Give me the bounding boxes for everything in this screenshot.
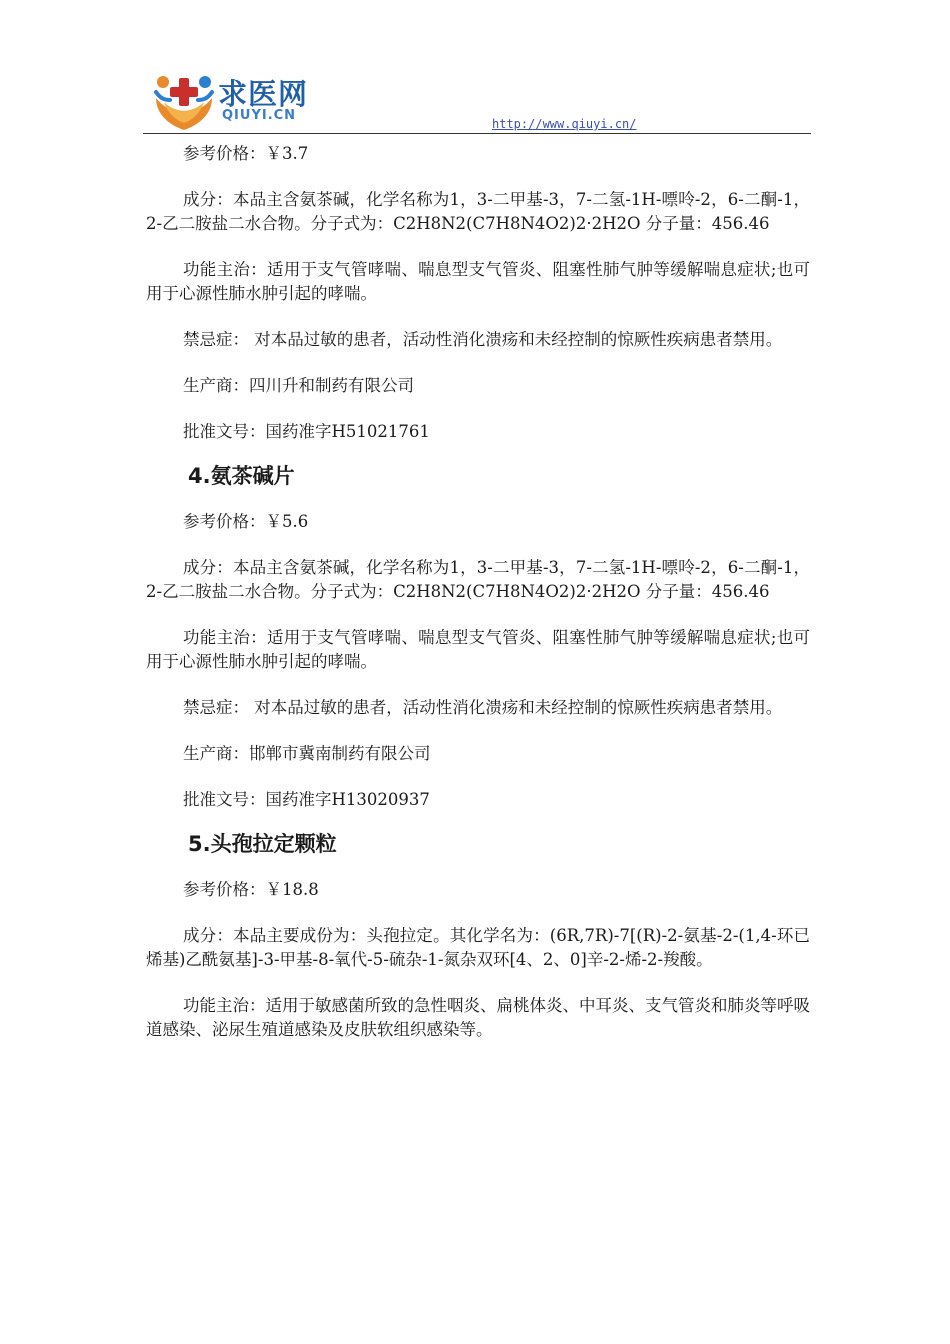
- indications-text: 功能主治：适用于敏感菌所致的急性咽炎、扁桃体炎、中耳炎、支气管炎和肺炎等呼吸道感染、泌尿生殖道感染及皮肤软组织感染等。: [146, 996, 810, 1039]
- page-header: [0, 0, 950, 140]
- manufacturer-text: 生产商：邯郸市冀南制药有限公司: [183, 744, 431, 763]
- contraindications-text: 禁忌症： 对本品过敏的患者，活动性消化溃疡和未经控制的惊厥性疾病患者禁用。: [183, 698, 783, 717]
- ingredients-text: 成分：本品主要成份为：头孢拉定。其化学名为：(6R,7R)-7[(R)-2-氨基-2-(1,4-环已烯基)乙酰氨基]-3-甲基-8-氧代-5-硫杂-1-氮杂双环[4、2、0]辛-2-烯-2-羧酸。: [146, 926, 810, 969]
- logo-chinese-text: 求医网: [218, 77, 309, 111]
- contraindications-text: 禁忌症： 对本品过敏的患者，活动性消化溃疡和未经控制的惊厥性疾病患者禁用。: [183, 330, 783, 349]
- document-body: [146, 142, 810, 1064]
- approval-number-text: 批准文号：国药准字H51021761: [183, 422, 430, 441]
- logo-english-text: QIUYI.CN: [222, 108, 297, 123]
- medical-cross-logo-icon: [150, 68, 218, 132]
- section-heading: 5.头孢拉定颗粒: [188, 832, 337, 856]
- price-text: 参考价格：￥3.7: [183, 144, 309, 163]
- section-heading: 4.氨茶碱片: [188, 464, 295, 488]
- header-divider: [143, 133, 811, 134]
- approval-number-text: 批准文号：国药准字H13020937: [183, 790, 430, 809]
- ingredients-text: 成分：本品主含氨茶碱，化学名称为1，3-二甲基-3，7-二氢-1H-嘌呤-2，6-二酮-1，2-乙二胺盐二水合物。分子式为：C2H8N2(C7H8N4O2)2·2H2O 分子量：456.46: [146, 558, 810, 601]
- manufacturer-text: 生产商：四川升和制药有限公司: [183, 376, 414, 395]
- ingredients-text: 成分：本品主含氨茶碱，化学名称为1，3-二甲基-3，7-二氢-1H-嘌呤-2，6-二酮-1，2-乙二胺盐二水合物。分子式为：C2H8N2(C7H8N4O2)2·2H2O 分子量：456.46: [146, 190, 810, 233]
- site-url-link[interactable]: http://www.qiuyi.cn/: [492, 117, 637, 131]
- indications-text: 功能主治：适用于支气管哮喘、喘息型支气管炎、阻塞性肺气肿等缓解喘息症状;也可用于心源性肺水肿引起的哮喘。: [146, 260, 810, 303]
- indications-text: 功能主治：适用于支气管哮喘、喘息型支气管炎、阻塞性肺气肿等缓解喘息症状;也可用于心源性肺水肿引起的哮喘。: [146, 628, 810, 671]
- price-text: 参考价格：￥5.6: [183, 512, 309, 531]
- price-text: 参考价格：￥18.8: [183, 880, 319, 899]
- qiuyi-logo[interactable]: [150, 68, 330, 132]
